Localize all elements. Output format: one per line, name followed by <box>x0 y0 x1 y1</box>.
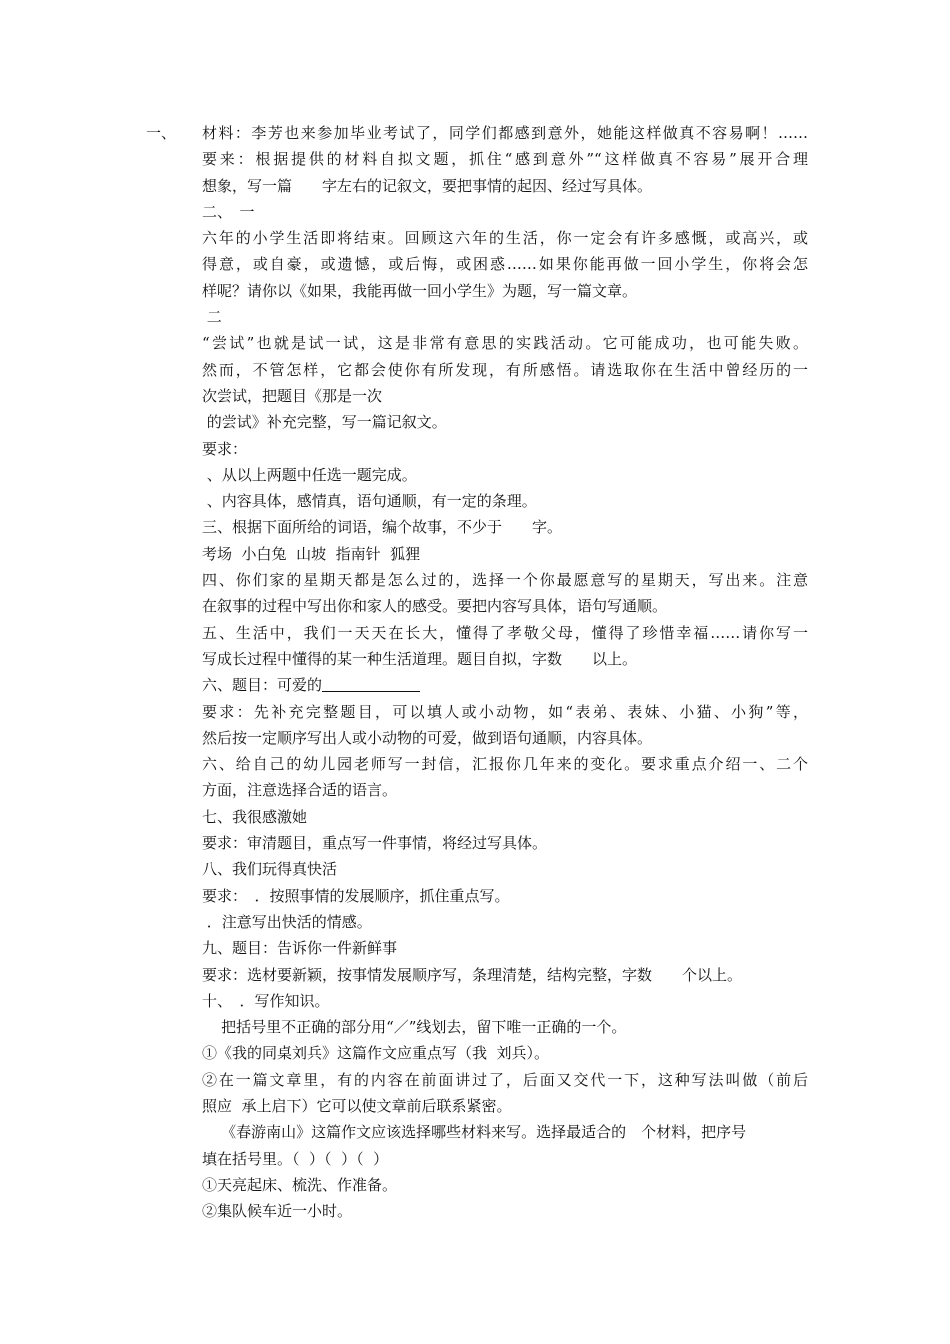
text-line: 样呢？请你以《如果，我能再做一回小学生》为题，写一篇文章。 <box>202 281 638 300</box>
text-line: ①天亮起床、梳洗、作准备。 <box>202 1175 398 1194</box>
text-line: 、从以上两题中任选一题完成。 <box>202 465 417 484</box>
text-line: 要求：选材要新颖，按事情发展顺序写，条理清楚，结构完整，字数 个以上。 <box>202 965 743 984</box>
text-line: “尝试”也就是试一试，这是非常有意思的实践活动。它可能成功，也可能失败。 <box>202 334 808 353</box>
document-body <box>202 120 808 1224</box>
text-line: ①《我的同桌刘兵》这篇作文应重点写（我 刘兵）。 <box>202 1044 550 1063</box>
text-line: 把括号里不正确的部分用“／”线划去，留下唯一正确的一个。 <box>202 1018 627 1037</box>
text-line: 六年的小学生活即将结束。回顾这六年的生活，你一定会有许多感慨，或高兴，或 <box>202 229 808 248</box>
text-line: 然而，不管怎样，它都会使你有所发现，有所感悟。请选取你在生活中曾经历的一 <box>202 360 808 379</box>
text-line: 《春游南山》这篇作文应该选择哪些材料来写。选择最适合的 个材料，把序号 <box>202 1123 747 1142</box>
text-line: 九、题目：告诉你一件新鲜事 <box>202 939 398 958</box>
text-line: ②集队候车近一小时。 <box>202 1202 353 1221</box>
text-line: 要求： ．按照事情的发展顺序，抓住重点写。 <box>202 886 510 905</box>
fill-in-title-line <box>202 672 808 698</box>
text-line: 要求：先补充完整题目，可以填人或小动物，如“表弟、表妹、小猫、小狗”等， <box>202 702 808 721</box>
text-line: 得意，或自豪，或遗憾，或后悔，或困惑……如果你能再做一回小学生，你将会怎 <box>202 255 808 274</box>
text-line: 写成长过程中懂得的某一种生活道理。题目自拟，字数 以上。 <box>202 649 638 668</box>
text-line: ．注意写出快活的情感。 <box>202 912 372 931</box>
text-line: 的尝试》补充完整，写一篇记叙文。 <box>202 413 447 432</box>
text-line: 要求： <box>202 439 248 458</box>
text-line: 要来：根据提供的材料自拟文题，抓住“感到意外”“这样做真不容易”展开合理 <box>202 150 808 169</box>
text-line: 要求：审清题目，重点写一件事情，将经过写具体。 <box>202 834 548 853</box>
text-line: 材料：李芳也来参加毕业考试了，同学们都感到意外，她能这样做真不容易啊！…… <box>202 124 808 142</box>
text-line: 三、根据下面所给的词语，编个故事，不少于 字。 <box>202 518 563 537</box>
text-line: 二 <box>202 308 222 327</box>
text-line: 填在括号里。（ ）（ ）（ ） <box>202 1149 389 1168</box>
text-line: 次尝试，把题目《那是一次 <box>202 386 383 405</box>
text-line: 四、你们家的星期天都是怎么过的，选择一个你最愿意写的星期天，写出来。注意 <box>202 571 808 590</box>
text-line: 六、给自己的幼儿园老师写一封信，汇报你几年来的变化。要求重点介绍一、二个 <box>202 755 808 774</box>
text-line: 然后按一定顺序写出人或小动物的可爱，做到语句通顺，内容具体。 <box>202 728 653 747</box>
text-line: 照应 承上启下）它可以使文章前后联系紧密。 <box>202 1096 512 1115</box>
text-line: 方面，注意选择合适的语言。 <box>202 781 398 800</box>
text-line: 十、 ．写作知识。 <box>202 991 330 1010</box>
text-line: ②在一篇文章里，有的内容在前面讲过了，后面又交代一下，这种写法叫做（前后 <box>202 1070 808 1089</box>
fill-in-blank <box>322 676 420 692</box>
text-line: 五、生活中，我们一天天在长大，懂得了孝敬父母，懂得了珍惜幸福……请你写一 <box>202 623 808 642</box>
text-line: 六、题目：可爱的 <box>202 676 323 695</box>
text-line: 二、 一 <box>202 202 255 221</box>
text-line: 在叙事的过程中写出你和家人的感受。要把内容写具体，语句写通顺。 <box>202 597 668 616</box>
text-line: 八、我们玩得真快活 <box>202 860 338 879</box>
text-line: 考场 小白兔 山坡 指南针 狐狸 <box>202 544 421 563</box>
text-line: 想象，写一篇 字左右的记叙文，要把事情的起因、经过写具体。 <box>202 176 653 195</box>
text-line: 、内容具体，感情真，语句通顺，有一定的条理。 <box>202 492 537 511</box>
text-line: 七、我很感激她 <box>202 807 308 826</box>
section-marker: 一、 <box>146 124 177 142</box>
